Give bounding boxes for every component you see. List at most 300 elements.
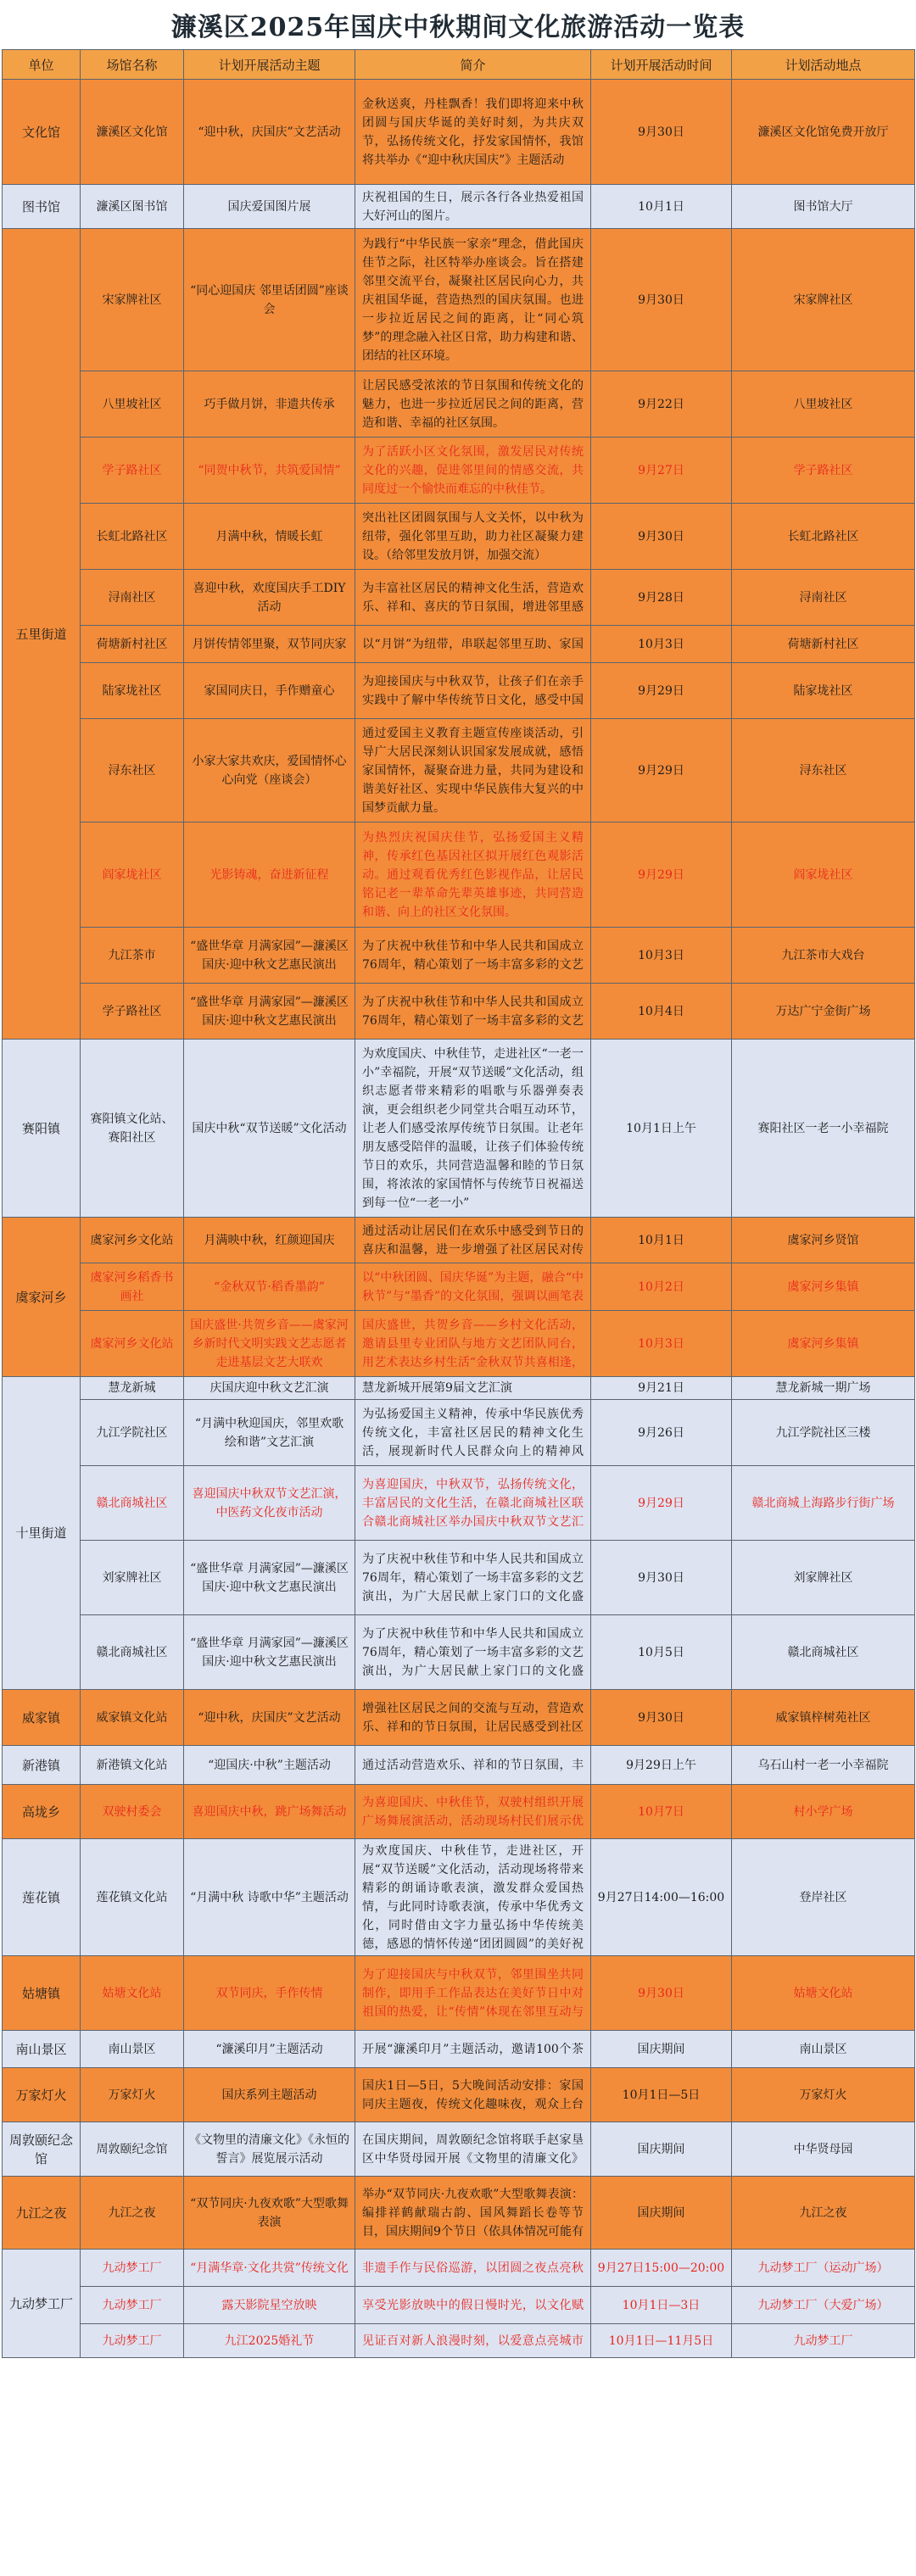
time-cell — [591, 80, 732, 185]
theme-cell — [184, 822, 355, 928]
time-cell-text: 9月30日 — [638, 1710, 684, 1725]
location-cell — [732, 1311, 915, 1377]
venue-cell-text: 九江之夜 — [108, 2205, 156, 2220]
time-cell-text: 10月3日 — [638, 1336, 684, 1351]
theme-cell-text: “迎中秋，庆国庆”文艺活动 — [198, 125, 341, 139]
table-row — [3, 1746, 915, 1785]
description-cell — [355, 570, 591, 626]
venue-cell-text: 万家灯火 — [108, 2088, 156, 2102]
location-cell — [732, 185, 915, 229]
time-cell — [591, 504, 732, 570]
venue-cell — [81, 1040, 184, 1218]
location-cell — [732, 438, 915, 504]
location-cell-text: 长虹北路社区 — [787, 529, 859, 544]
unit-cell: 五里街道 — [3, 229, 81, 1040]
time-cell-text: 10月1日—3日 — [622, 2298, 701, 2312]
venue-cell-text: 慧龙新城 — [108, 1381, 156, 1395]
time-cell — [591, 2287, 732, 2324]
venue-cell — [81, 1263, 184, 1311]
theme-cell-text: 月满中秋，情暖长虹 — [215, 529, 323, 544]
location-cell — [732, 1690, 915, 1746]
time-cell-text: 10月2日 — [638, 1280, 684, 1294]
table-row — [3, 1311, 915, 1377]
venue-cell — [81, 719, 184, 822]
description-cell-text: 非遗手作与民俗巡游，以团圆之夜点亮秋 — [362, 2261, 584, 2275]
description-cell — [355, 1615, 591, 1690]
theme-cell-text: “金秋双节·稻香墨韵” — [214, 1280, 325, 1294]
venue-cell-text: 虞家河乡文化站 — [90, 1336, 174, 1351]
venue-cell — [81, 229, 184, 371]
theme-cell — [184, 80, 355, 185]
venue-cell-text: 荷塘新村社区 — [96, 637, 168, 651]
description-cell-text: 通过爱国主义教育主题宣传座谈活动，引导广大居民深刻认识国家发展成就，感悟家国情怀，凝聚奋进力量，共同为建设和谐美好社区、实现中华民族伟大复兴的中国梦贡献力量。 — [362, 726, 584, 815]
description-cell — [355, 928, 591, 984]
location-cell — [732, 504, 915, 570]
location-cell-text: 荷塘新村社区 — [787, 637, 859, 651]
time-cell-text: 9月21日 — [638, 1381, 684, 1395]
time-cell-text: 10月3日 — [638, 637, 684, 651]
description-cell-text: 增强社区居民之间的交流与互动，营造欢乐、祥和的节日氛围，让居民感受到社区 — [362, 1701, 584, 1734]
description-cell-text: 为丰富社区居民的精神文化生活，营造欢乐、祥和、喜庆的节日氛围，增进邻里感 — [362, 581, 584, 614]
description-cell-text: 举办“双节同庆·九夜欢歌”大型歌舞表演：编排祥鹤献瑞古韵、国风舞蹈长卷等节目，国庆期间9个节日（依具体情况可能有 — [362, 2187, 584, 2239]
location-cell-text: 八里坡社区 — [793, 397, 853, 411]
venue-cell — [81, 371, 184, 438]
location-cell — [732, 2122, 915, 2177]
venue-cell-text: 学子路社区 — [102, 1004, 162, 1018]
table-row — [3, 1690, 915, 1746]
theme-cell — [184, 2068, 355, 2122]
location-cell-text: 中华贤母园 — [793, 2142, 853, 2156]
description-cell — [355, 2177, 591, 2250]
location-cell-text: 阎家垅社区 — [793, 867, 853, 882]
description-cell-text: 庆祝祖国的生日，展示各行各业热爱祖国大好河山的图片。 — [362, 190, 584, 223]
theme-cell-text: 国庆中秋“双节送暖”文化活动 — [192, 1121, 347, 1135]
theme-cell — [184, 1839, 355, 1956]
description-cell-text: 以“中秋团圆、国庆华诞”为主题，融合“中秋节”与“墨香”的文化氛围，强调以画笔表 — [362, 1270, 584, 1303]
table-row — [3, 2031, 915, 2068]
theme-cell-text: 家国同庆日，手作赠童心 — [204, 683, 335, 698]
time-cell-text: 9月30日 — [638, 1570, 684, 1585]
time-cell-text: 国庆期间 — [637, 2142, 685, 2156]
time-cell — [591, 1541, 732, 1615]
theme-cell — [184, 185, 355, 229]
location-cell — [732, 1839, 915, 1956]
location-cell-text: 村小学广场 — [793, 1804, 853, 1819]
description-cell — [355, 371, 591, 438]
description-cell-text: 为了庆祝中秋佳节和中华人民共和国成立76周年，精心策划了一场丰富多彩的文艺演出，为广大居民献上家门口的文化盛 — [362, 1626, 584, 1678]
time-cell — [591, 626, 732, 663]
header-cell: 计划开展活动主题 — [184, 50, 355, 80]
theme-cell — [184, 1746, 355, 1785]
venue-cell-text: 姑塘文化站 — [102, 1986, 162, 2000]
theme-cell-text: 九江2025婚礼节 — [224, 2333, 315, 2348]
time-cell-text: 10月7日 — [638, 1804, 684, 1819]
unit-cell: 文化馆 — [3, 80, 81, 185]
location-cell — [732, 1400, 915, 1466]
header-cell: 场馆名称 — [81, 50, 184, 80]
location-cell-text: 九江之夜 — [799, 2205, 847, 2220]
description-cell — [355, 504, 591, 570]
venue-cell-text: 宋家牌社区 — [102, 293, 162, 307]
time-cell-text: 9月28日 — [638, 590, 684, 605]
location-cell — [732, 928, 915, 984]
location-cell — [732, 1956, 915, 2031]
location-cell — [732, 1541, 915, 1615]
description-cell-text: 为践行“中华民族一家亲”理念，借此国庆佳节之际，社区特举办座谈会。旨在搭建邻里交流平台，凝聚社区居民向心力，共庆祖国华诞，营造热烈的国庆氛围。也进一步拉近居民之间的距离，让“同心筑梦”的理念融入社区日常，助力构建和谐、团结的社区环境。 — [362, 237, 584, 363]
theme-cell — [184, 1956, 355, 2031]
theme-cell-text: 《文物里的清廉文化》《永恒的誓言》展览展示活动 — [189, 2133, 349, 2166]
venue-cell-text: 虞家河乡文化站 — [90, 1233, 174, 1247]
description-cell — [355, 1839, 591, 1956]
time-cell-text: 10月1日 — [638, 199, 684, 214]
description-cell — [355, 822, 591, 928]
venue-cell-text: 刘家牌社区 — [102, 1570, 162, 1585]
description-cell — [355, 1400, 591, 1466]
description-cell-text: 为了庆祝中秋佳节和中华人民共和国成立76周年，精心策划了一场丰富多彩的文艺演出，为广大居民献上家门口的文化盛 — [362, 1552, 584, 1603]
time-cell-text: 9月29日 — [638, 1496, 684, 1510]
table-row — [3, 2068, 915, 2122]
time-cell — [591, 2068, 732, 2122]
table-row — [3, 1956, 915, 2031]
header-row — [3, 50, 915, 80]
table-row — [3, 1541, 915, 1615]
theme-cell-text: “盛世华章 月满家园”—濂溪区国庆·迎中秋文艺惠民演出 — [190, 939, 349, 972]
unit-cell: 高垅乡 — [3, 1785, 81, 1839]
time-cell-text: 10月1日 — [638, 1233, 684, 1247]
description-cell — [355, 2287, 591, 2324]
description-cell-text: 通过活动让居民们在欢乐中感受到节日的喜庆和温馨，进一步增强了社区居民对传 — [362, 1224, 584, 1257]
location-cell-text: 陆家垅社区 — [793, 683, 853, 698]
theme-cell — [184, 1218, 355, 1263]
location-cell — [732, 570, 915, 626]
table-row — [3, 1466, 915, 1541]
description-cell-text: 为欢度国庆、中秋佳节，走进社区“一老一小”幸福院，开展“双节送暖”文化活动，组织志愿者带来精彩的唱歌与乐器弹奏表演，更会组织老少同堂共合唱互动环节，让老人们感受浓厚传统节日氛围。让老年朋友感受陪伴的温暖，让孩子们体验传统节日的欢乐，共同营造温馨和睦的节日氛围，将浓浓的家国情怀与传统节日祝福送到每一位“一老一小” — [362, 1046, 584, 1210]
time-cell — [591, 2250, 732, 2287]
theme-cell — [184, 504, 355, 570]
time-cell-text: 10月1日—5日 — [622, 2088, 701, 2102]
theme-cell-text: 庆国庆迎中秋文艺汇演 — [209, 1381, 329, 1395]
time-cell-text: 9月27日 — [638, 463, 684, 477]
venue-cell-text: 虞家河乡稻香书画社 — [90, 1270, 174, 1303]
venue-cell-text: 莲花镇文化站 — [96, 1890, 168, 1904]
theme-cell-text: “迎中秋，庆国庆”文艺活动 — [198, 1710, 341, 1725]
location-cell-text: 登岸社区 — [799, 1890, 847, 1904]
venue-cell-text: 九江学院社区 — [96, 1425, 168, 1440]
venue-cell-text: 赛阳镇文化站、赛阳社区 — [90, 1112, 174, 1145]
description-cell-text: 为弘扬爱国主义精神，传承中华民族优秀传统文化，丰富社区居民的精神文化生活，展现新时代人民群众向上的精神风 — [362, 1407, 584, 1458]
location-cell — [732, 2031, 915, 2068]
venue-cell — [81, 928, 184, 984]
table-row — [3, 2122, 915, 2177]
location-cell-text: 慧龙新城一期广场 — [775, 1381, 871, 1395]
time-cell — [591, 570, 732, 626]
theme-cell-text: 喜迎中秋，欢度国庆手工DIY活动 — [193, 581, 346, 614]
theme-cell-text: 小家大家共欢庆，爱国情怀心心向党（座谈会） — [192, 754, 347, 787]
description-cell — [355, 185, 591, 229]
unit-cell: 周敦颐纪念馆 — [3, 2122, 81, 2177]
time-cell — [591, 1746, 732, 1785]
theme-cell-text: 露天影院星空放映 — [221, 2298, 317, 2312]
time-cell-text: 国庆期间 — [637, 2205, 685, 2220]
time-cell — [591, 1400, 732, 1466]
table-row — [3, 1785, 915, 1839]
location-cell-text: 宋家牌社区 — [793, 293, 853, 307]
theme-cell — [184, 984, 355, 1040]
location-cell — [732, 719, 915, 822]
theme-cell-text: 光影铸魂，奋进新征程 — [209, 867, 329, 882]
theme-cell — [184, 2031, 355, 2068]
table-row — [3, 1400, 915, 1466]
location-cell-text: 浔东社区 — [799, 763, 847, 778]
venue-cell — [81, 822, 184, 928]
theme-cell — [184, 2177, 355, 2250]
time-cell — [591, 1377, 732, 1400]
theme-cell-text: 喜迎国庆中秋，跳广场舞活动 — [192, 1804, 347, 1819]
table-row — [3, 1040, 915, 1218]
time-cell — [591, 1785, 732, 1839]
description-cell-text: 为热烈庆祝国庆佳节，弘扬爱国主义精神，传承红色基因社区拟开展红色观影活动。通过观看优秀红色影视作品，让居民铭记老一辈革命先辈英雄事迹，共同营造和谐、向上的社区文化氛围。 — [362, 830, 584, 919]
venue-cell — [81, 2287, 184, 2324]
venue-cell — [81, 984, 184, 1040]
description-cell — [355, 80, 591, 185]
theme-cell — [184, 1263, 355, 1311]
venue-cell-text: 八里坡社区 — [102, 397, 162, 411]
time-cell — [591, 229, 732, 371]
header-cell: 计划开展活动时间 — [591, 50, 732, 80]
location-cell — [732, 984, 915, 1040]
description-cell-text: 为了庆祝中秋佳节和中华人民共和国成立76周年，精心策划了一场丰富多彩的文艺 — [362, 995, 584, 1028]
description-cell-text: 为了庆祝中秋佳节和中华人民共和国成立76周年，精心策划了一场丰富多彩的文艺 — [362, 939, 584, 972]
venue-cell — [81, 80, 184, 185]
description-cell — [355, 1956, 591, 2031]
location-cell — [732, 1377, 915, 1400]
venue-cell-text: 南山景区 — [108, 2042, 156, 2056]
theme-cell-text: “同心迎国庆 邻里话团圆”座谈会 — [190, 283, 349, 316]
table-row — [3, 984, 915, 1040]
venue-cell-text: 学子路社区 — [102, 463, 162, 477]
table-row — [3, 663, 915, 719]
unit-cell: 姑塘镇 — [3, 1956, 81, 2031]
theme-cell-text: 巧手做月饼，非遗共传承 — [204, 397, 335, 411]
theme-cell — [184, 1311, 355, 1377]
theme-cell-text: 双节同庆，手作传情 — [215, 1986, 323, 2000]
location-cell — [732, 1040, 915, 1218]
unit-cell: 图书馆 — [3, 185, 81, 229]
theme-cell — [184, 1377, 355, 1400]
venue-cell — [81, 1785, 184, 1839]
time-cell — [591, 1466, 732, 1541]
venue-cell-text: 长虹北路社区 — [96, 529, 168, 544]
table-row — [3, 2324, 915, 2358]
table-row — [3, 185, 915, 229]
description-cell-text: 享受光影放映中的假日慢时光，以文化赋 — [362, 2298, 584, 2312]
location-cell — [732, 1218, 915, 1263]
unit-cell: 新港镇 — [3, 1746, 81, 1785]
theme-cell-text: “月满华章·文化共赏”传统文化 — [190, 2261, 349, 2275]
description-cell — [355, 1263, 591, 1311]
theme-cell-text: “盛世华章 月满家园”—濂溪区国庆·迎中秋文艺惠民演出 — [190, 1636, 349, 1669]
location-cell-text: 学子路社区 — [793, 463, 853, 477]
description-cell-text: 国庆盛世，共贺乡音——乡村文化活动，邀请县里专业团队与地方文艺团队同台，用艺术表达乡村生活“金秋双节共喜相逢， — [362, 1318, 584, 1369]
venue-cell — [81, 2122, 184, 2177]
venue-cell — [81, 1377, 184, 1400]
theme-cell — [184, 1690, 355, 1746]
theme-cell — [184, 1615, 355, 1690]
location-cell — [732, 663, 915, 719]
description-cell — [355, 1746, 591, 1785]
table-row — [3, 438, 915, 504]
venue-cell — [81, 504, 184, 570]
venue-cell-text: 新港镇文化站 — [96, 1758, 168, 1772]
description-cell-text: 金秋送爽，丹桂飘香！我们即将迎来中秋团圆与国庆华诞的美好时刻，为共庆双节，弘扬传统文化，抒发家国情怀，我馆将共举办《“迎中秋庆国庆”》主题活动 — [362, 97, 584, 167]
venue-cell — [81, 1956, 184, 2031]
location-cell-text: 虞家河乡集镇 — [787, 1336, 859, 1351]
description-cell-text: 突出社区团圆氛围与人文关怀，以中秋为纽带，强化邻里互助，助力社区凝聚力建设。（给邻里发放月饼，加强交流） — [362, 510, 584, 562]
description-cell — [355, 719, 591, 822]
venue-cell — [81, 2031, 184, 2068]
table-row — [3, 626, 915, 663]
location-cell-text: 万家灯火 — [799, 2088, 847, 2102]
time-cell — [591, 2324, 732, 2358]
venue-cell-text: 浔南社区 — [108, 590, 156, 605]
description-cell-text: 为喜迎国庆，中秋双节，弘扬传统文化，丰富居民的文化生活，在赣北商城社区联合赣北商城社区举办国庆中秋双节文艺汇 — [362, 1477, 584, 1529]
unit-cell: 九动梦工厂 — [3, 2250, 81, 2358]
theme-cell — [184, 1466, 355, 1541]
time-cell-text: 10月3日 — [638, 948, 684, 962]
time-cell-text: 9月30日 — [638, 125, 684, 139]
venue-cell — [81, 1218, 184, 1263]
theme-cell-text: “同贺中秋节，共筑爱国情” — [198, 463, 341, 477]
description-cell — [355, 663, 591, 719]
description-cell — [355, 2031, 591, 2068]
time-cell-text: 9月27日14:00—16:00 — [597, 1890, 725, 1904]
theme-cell — [184, 229, 355, 371]
time-cell — [591, 1040, 732, 1218]
theme-cell — [184, 2287, 355, 2324]
description-cell — [355, 626, 591, 663]
theme-cell — [184, 570, 355, 626]
theme-cell-text: 月满映中秋，红颜迎国庆 — [204, 1233, 335, 1247]
description-cell — [355, 1218, 591, 1263]
table-row — [3, 2287, 915, 2324]
time-cell — [591, 1690, 732, 1746]
time-cell-text: 9月22日 — [638, 397, 684, 411]
location-cell-text: 九江茶市大戏台 — [781, 948, 865, 962]
location-cell-text: 九动梦工厂（大爱广场） — [757, 2298, 889, 2312]
table-row — [3, 2177, 915, 2250]
theme-cell — [184, 2122, 355, 2177]
theme-cell — [184, 626, 355, 663]
description-cell — [355, 1785, 591, 1839]
venue-cell-text: 九江茶市 — [108, 948, 156, 962]
table-row — [3, 2250, 915, 2287]
location-cell — [732, 2250, 915, 2287]
theme-cell — [184, 371, 355, 438]
location-cell-text: 九江学院社区三楼 — [775, 1425, 871, 1440]
description-cell — [355, 2122, 591, 2177]
location-cell-text: 南山景区 — [799, 2042, 847, 2056]
location-cell — [732, 229, 915, 371]
table-row — [3, 371, 915, 438]
description-cell — [355, 438, 591, 504]
time-cell-text: 国庆期间 — [637, 2042, 685, 2056]
description-cell-text: 为欢度国庆、中秋佳节，走进社区，开展“双节送暖”文化活动，活动现场将带来精彩的朗诵诗歌表演，激发群众爱国热情，与此同时诗歌表演，传承中华优秀文化，同时借由文字力量弘扬中华传统美德，感恩的情怀传递“团团圆圆”的美好祝 — [362, 1843, 584, 1951]
location-cell-text: 虞家河乡集镇 — [787, 1280, 859, 1294]
time-cell-text: 10月4日 — [638, 1004, 684, 1018]
theme-cell-text: “双节同庆·九夜欢歌”大型歌舞表演 — [190, 2196, 349, 2229]
time-cell — [591, 928, 732, 984]
time-cell — [591, 2031, 732, 2068]
venue-cell — [81, 1615, 184, 1690]
venue-cell-text: 濂溪区文化馆 — [96, 125, 168, 139]
unit-cell: 赛阳镇 — [3, 1040, 81, 1218]
theme-cell — [184, 438, 355, 504]
time-cell — [591, 185, 732, 229]
header-cell: 单位 — [3, 50, 81, 80]
theme-cell — [184, 719, 355, 822]
table-row — [3, 504, 915, 570]
venue-cell-text: 周敦颐纪念馆 — [96, 2142, 168, 2156]
location-cell — [732, 2324, 915, 2358]
time-cell — [591, 984, 732, 1040]
time-cell — [591, 371, 732, 438]
time-cell — [591, 1263, 732, 1311]
time-cell — [591, 1218, 732, 1263]
unit-cell: 十里街道 — [3, 1377, 81, 1690]
table-row — [3, 1615, 915, 1690]
venue-cell-text: 阎家垅社区 — [102, 867, 162, 882]
unit-cell: 虞家河乡 — [3, 1218, 81, 1377]
venue-cell-text: 威家镇文化站 — [96, 1710, 168, 1725]
location-cell — [732, 626, 915, 663]
time-cell-text: 9月30日 — [638, 529, 684, 544]
location-cell — [732, 1466, 915, 1541]
venue-cell-text: 赣北商城社区 — [96, 1496, 168, 1510]
description-cell — [355, 1311, 591, 1377]
theme-cell-text: 喜迎国庆中秋双节文艺汇演，中医药文化夜市活动 — [192, 1486, 347, 1519]
venue-cell — [81, 1311, 184, 1377]
theme-cell-text: “濂溪印月”主题活动 — [215, 2042, 323, 2056]
time-cell — [591, 663, 732, 719]
header-cell: 简介 — [355, 50, 591, 80]
venue-cell — [81, 2324, 184, 2358]
description-cell-text: 让居民感受浓浓的节日氛围和传统文化的魅力，也进一步拉近居民之间的距离，营造和谐、幸福的社区氛围。 — [362, 378, 584, 430]
time-cell-text: 9月30日 — [638, 293, 684, 307]
location-cell — [732, 1746, 915, 1785]
venue-cell — [81, 570, 184, 626]
time-cell-text: 10月1日—11月5日 — [608, 2333, 714, 2348]
description-cell — [355, 1541, 591, 1615]
description-cell — [355, 1040, 591, 1218]
venue-cell — [81, 1690, 184, 1746]
theme-cell — [184, 2250, 355, 2287]
time-cell-text: 9月29日 — [638, 683, 684, 698]
venue-cell — [81, 1541, 184, 1615]
time-cell — [591, 1615, 732, 1690]
theme-cell-text: 月饼传情邻里聚，双节同庆家 — [192, 637, 347, 651]
unit-cell: 南山景区 — [3, 2031, 81, 2068]
location-cell — [732, 371, 915, 438]
location-cell — [732, 1263, 915, 1311]
description-cell — [355, 1377, 591, 1400]
location-cell-text: 九动梦工厂（运动广场） — [757, 2261, 889, 2275]
venue-cell — [81, 2177, 184, 2250]
table-row — [3, 719, 915, 822]
unit-cell: 威家镇 — [3, 1690, 81, 1746]
description-cell — [355, 2250, 591, 2287]
venue-cell — [81, 185, 184, 229]
description-cell-text: 在国庆期间，周敦颐纪念馆将联手赵家垦区中华贤母园开展《文物里的清廉文化》 — [362, 2133, 584, 2166]
